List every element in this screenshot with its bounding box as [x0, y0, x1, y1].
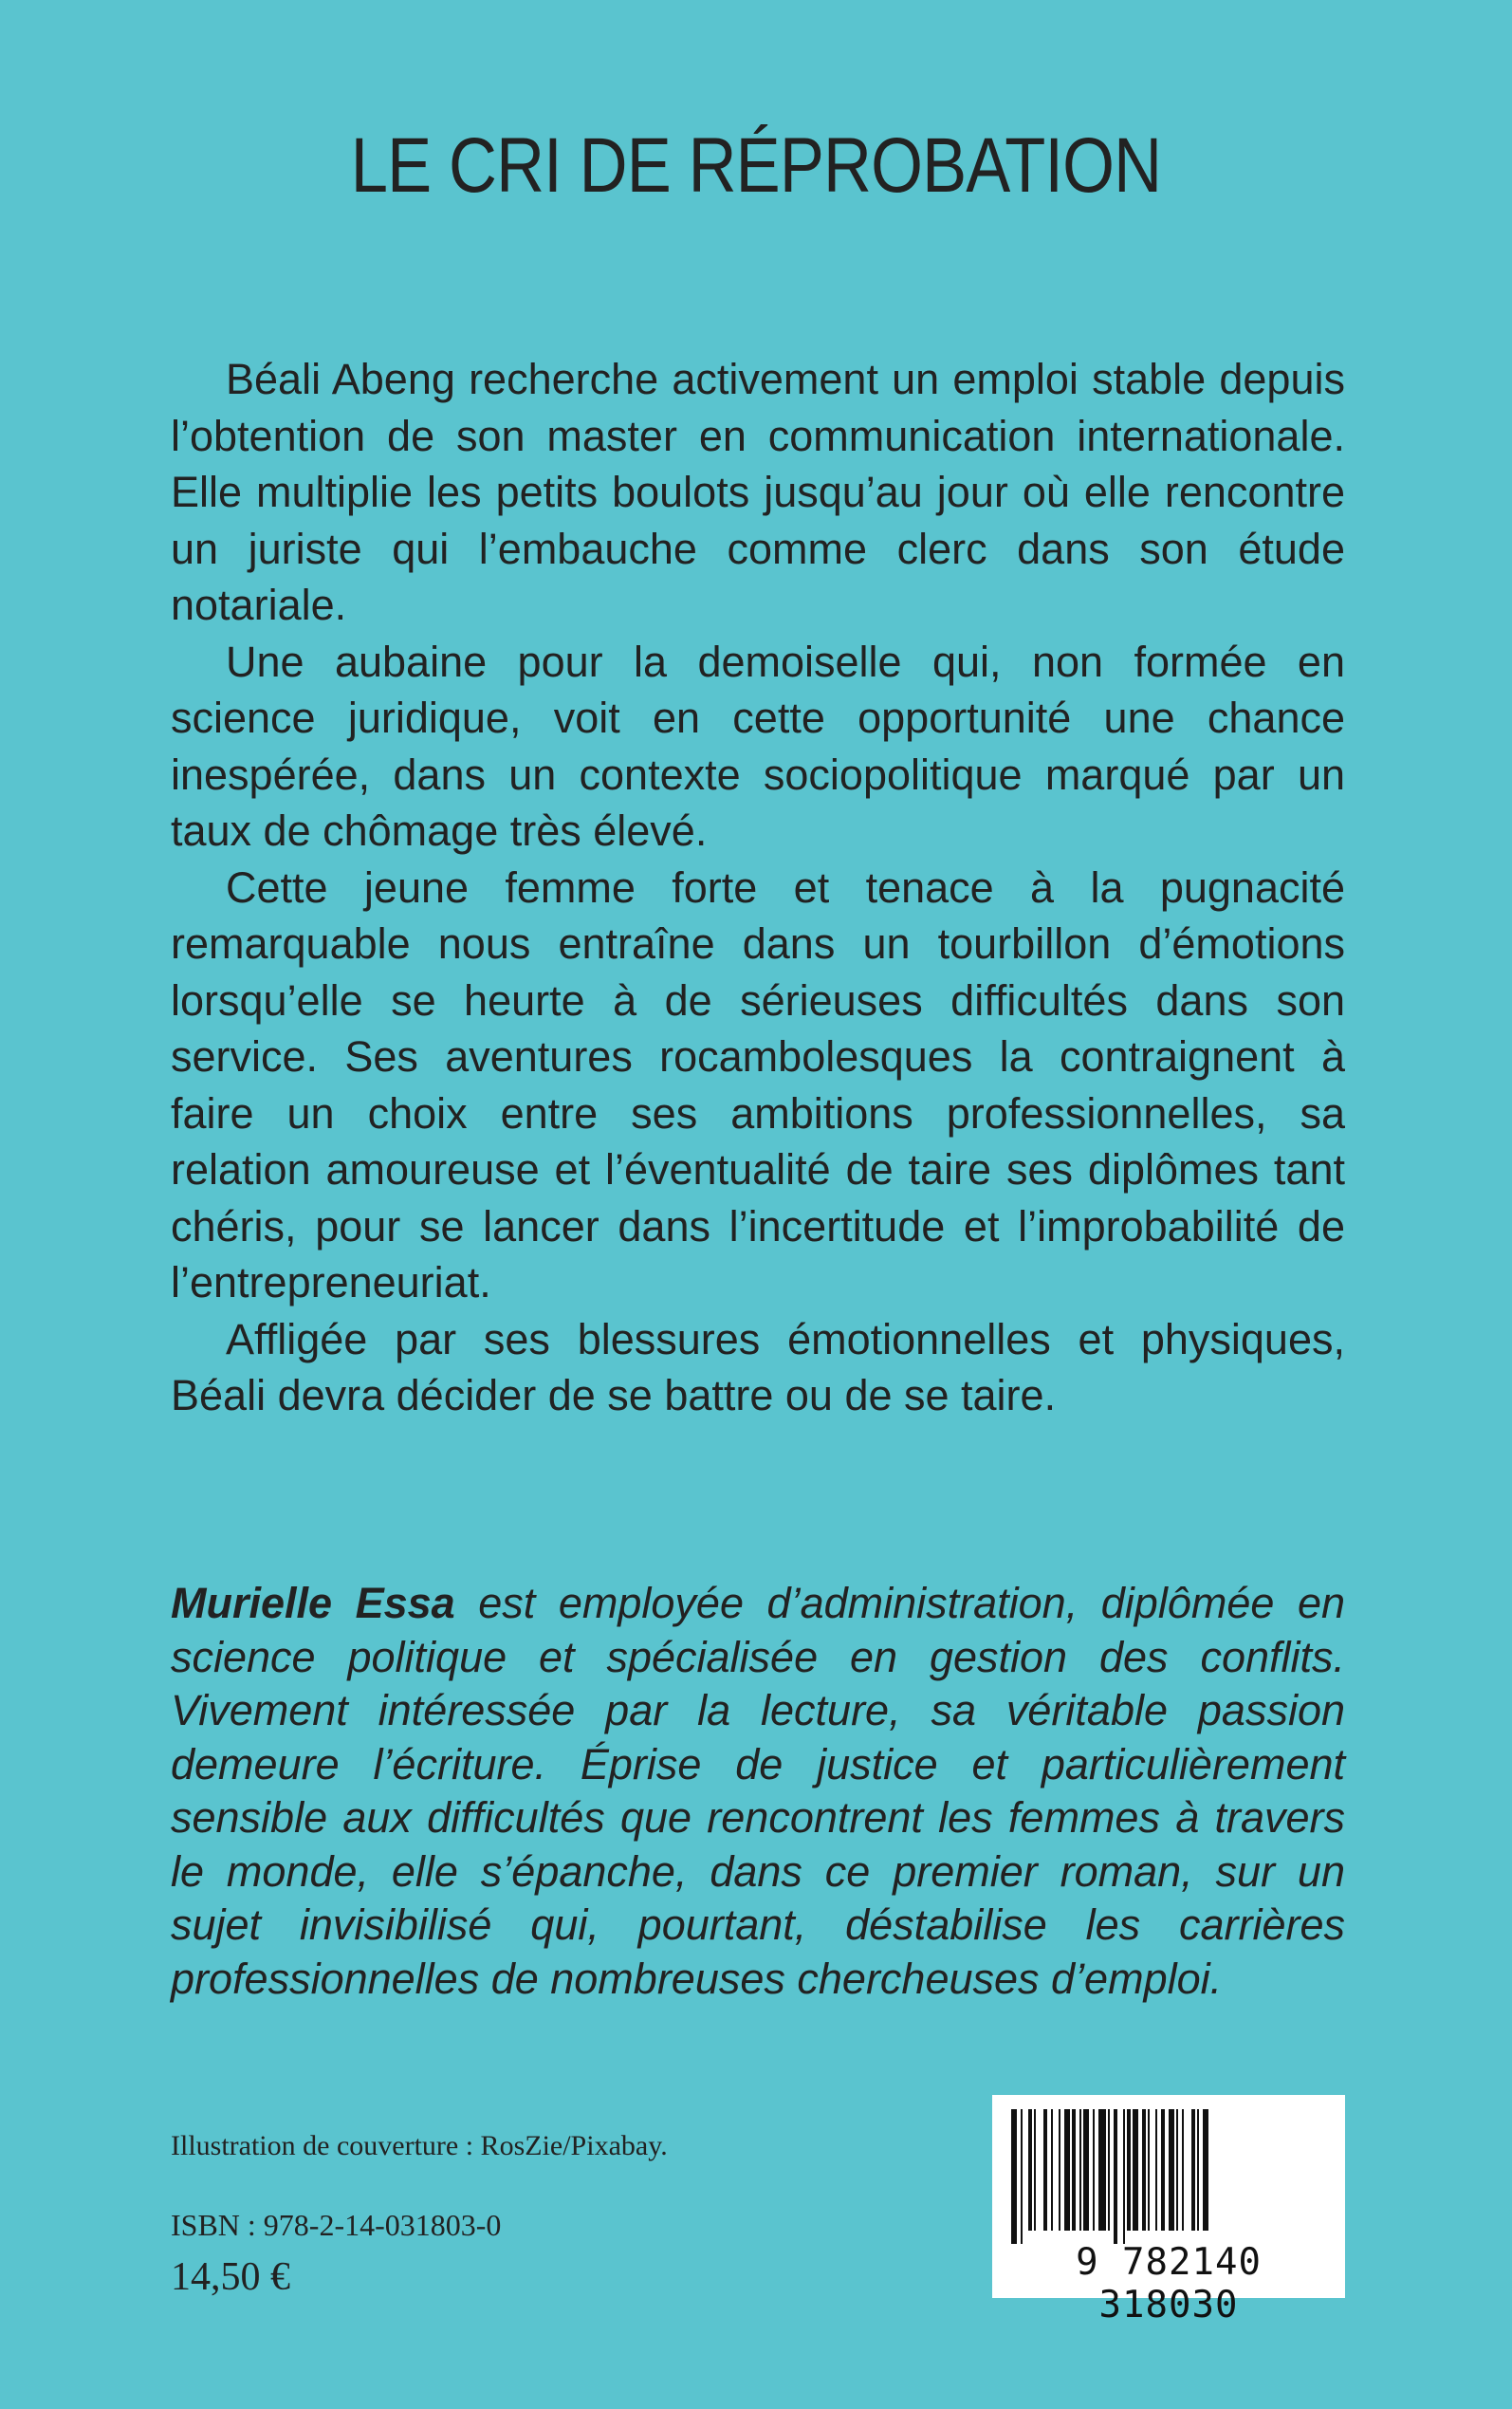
barcode-bar [1203, 2109, 1208, 2231]
barcode-bar [1123, 2109, 1125, 2244]
barcode-bar [1108, 2109, 1110, 2231]
barcode-bar [1059, 2109, 1060, 2231]
barcode-bar [1161, 2109, 1165, 2231]
barcode-bar [1114, 2109, 1117, 2244]
barcode-bar [1011, 2109, 1017, 2244]
barcode-bar [1028, 2109, 1032, 2231]
book-title: LE CRI DE RÉPROBATION [350, 122, 1162, 209]
barcode-bar [1197, 2109, 1199, 2231]
barcode [992, 2095, 1345, 2326]
illustration-credit: Illustration de couverture : RosZie/Pixabay. [171, 2130, 668, 2161]
barcode-bar [1098, 2109, 1106, 2231]
barcode-bar [1021, 2109, 1023, 2244]
back-cover-blurb [171, 351, 1345, 1424]
barcode-bar [1127, 2109, 1131, 2231]
barcode-bar [1034, 2109, 1036, 2231]
barcode-bar [1083, 2109, 1089, 2231]
author-bio-text: est employée d’administration, diplômée en science politique et spécialisée en gestion des conflits. Vivement intéressée par la lecture, sa véritable passion demeure l’écriture. Éprise de justice et particulièrement sensible aux difficultés que rencontrent les femmes à travers le monde, elle s’épanche, dans ce premier roman, sur un sujet invisibilisé qui, pourtant, déstabilise les carrières professionnelles de nombreuses chercheuses d’emploi. [171, 1579, 1346, 2003]
barcode-bar [1191, 2109, 1195, 2231]
isbn: ISBN : 978-2-14-031803-0 [171, 2208, 502, 2242]
barcode-bar [1148, 2109, 1150, 2231]
author-bio [171, 1577, 1345, 2006]
barcode-bar [1169, 2109, 1174, 2231]
blurb-paragraph: Affligée par ses blessures émotionnelles et physiques, Béali devra décider de se battre ou de se taire. [171, 1314, 1345, 1419]
barcode-bar [1133, 2109, 1138, 2231]
barcode-bars [1011, 2109, 1326, 2244]
barcode-bar [1155, 2109, 1157, 2231]
blurb-paragraph: Béali Abeng recherche activement un emploi stable depuis l’obtention de son master en communication internationale. Elle multiplie les petits boulots jusqu’au jour où elle rencontre un juriste qui l’embauche comme clerc dans son étude notariale. [171, 355, 1345, 629]
barcode-bar [1182, 2109, 1184, 2231]
price: 14,50 € [171, 2255, 290, 2299]
blurb-paragraph: Une aubaine pour la demoiselle qui, non formée en science juridique, voit en cette opportunité une chance inespérée, dans un contexte sociopolitique marqué par un taux de chômage très élevé. [171, 637, 1345, 855]
author-name: Murielle Essa [171, 1579, 455, 1627]
barcode-digits: 9 782140 318030 [1076, 2241, 1262, 2326]
barcode-bar [1079, 2109, 1081, 2231]
barcode-bar [1176, 2109, 1178, 2231]
barcode-bar [1072, 2109, 1076, 2231]
barcode-bar [1051, 2109, 1053, 2231]
barcode-bar [1142, 2109, 1146, 2231]
barcode-bar [1093, 2109, 1095, 2231]
blurb-paragraph: Cette jeune femme forte et tenace à la pugnacité remarquable nous entraîne dans un tourbillon d’émotions lorsqu’elle se heurte à de sérieuses difficultés dans son service. Ses aventures rocambolesques la contraignent à faire un choix entre ses ambitions professionnelles, sa relation amoureuse et l’éventualité de taire ses diplômes tant chéris, pour se lancer dans l’incertitude et l’improbabilité de l’entrepreneuriat. [171, 862, 1345, 1306]
barcode-bar [1064, 2109, 1070, 2231]
barcode-bar [1043, 2109, 1047, 2231]
